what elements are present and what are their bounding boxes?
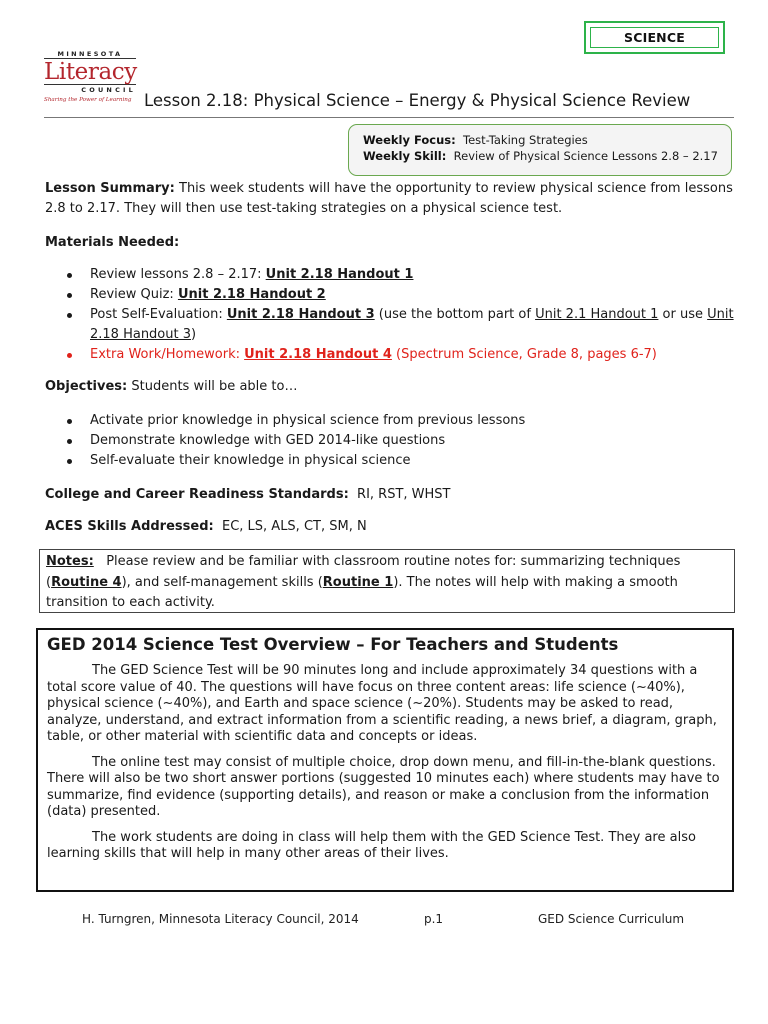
logo-top-word: MINNESOTA	[44, 50, 136, 59]
objectives-list	[45, 411, 735, 471]
objectives-label: Objectives:	[45, 379, 128, 394]
materials-item: Post Self-Evaluation: Unit 2.18 Handout 3 (use the bottom part of Unit 2.1 Handout 1 or use Unit 2.18 Handout 3)	[45, 305, 735, 345]
notes-label: Notes:	[46, 554, 94, 569]
objective-item: Activate prior knowledge in physical science from previous lessons	[45, 411, 735, 431]
lesson-title: Lesson 2.18: Physical Science – Energy & Physical Science Review	[144, 91, 691, 110]
objectives-intro: Students will be able to…	[131, 379, 298, 394]
objective-item: Demonstrate knowledge with GED 2014-like questions	[45, 431, 735, 451]
aces-label: ACES Skills Addressed:	[45, 519, 214, 534]
aces-skills	[45, 517, 735, 537]
ccr-label: College and Career Readiness Standards:	[45, 487, 349, 502]
materials-list	[45, 265, 735, 365]
footer-page-number: p.1	[424, 912, 444, 926]
logo-tagline: Sharing the Power of Learning	[44, 97, 132, 103]
aces-value: EC, LS, ALS, CT, SM, N	[221, 519, 367, 534]
footer-author: H. Turngren, Minnesota Literacy Council, 2014	[82, 912, 359, 926]
ged-paragraph-1: The GED Science Test will be 90 minutes long and include approximately 34 questions with a total score value of 40. The questions will have focus on three content areas: life science (~40%), physical science (~40%), and Earth and space science (~20%). Students may be asked to read, analyze, understand, and extract information from a scientific reading, a news brief, a diagram, graph, table, or other material with scientific data and concepts or ideas.	[47, 663, 717, 744]
ccr-standards	[45, 485, 735, 505]
materials-heading: Materials Needed:	[45, 235, 180, 250]
weekly-focus-row	[363, 132, 731, 148]
weekly-focus-label: Weekly Focus:	[363, 133, 456, 147]
subject-badge	[584, 21, 725, 54]
minnesota-literacy-council-logo	[44, 50, 138, 114]
unit-2-18-handout-3-alt-link[interactable]: Unit 2.18 Handout 3	[90, 307, 734, 342]
lesson-summary	[45, 179, 735, 219]
weekly-skill-row	[363, 148, 731, 164]
routine-4-link[interactable]: Routine 4	[51, 574, 122, 590]
ccr-value: RI, RST, WHST	[357, 487, 451, 502]
notes-box: Notes: Please review and be familiar with classroom routine notes for: summarizing techniques (Routine 4), and self-management skills (Routine 1). The notes will help with making a smooth transition to each activity.	[39, 549, 735, 613]
ged-overview-title: GED 2014 Science Test Overview – For Teachers and Students	[47, 635, 619, 654]
handout-1-link[interactable]: Unit 2.18 Handout 1	[265, 267, 414, 282]
materials-item: Review Quiz: Unit 2.18 Handout 2	[45, 285, 735, 305]
weekly-focus-box	[348, 124, 732, 176]
handout-3-link[interactable]: Unit 2.18 Handout 3	[226, 307, 375, 322]
ged-paragraph-2: The online test may consist of multiple choice, drop down menu, and fill-in-the-blank questions. There will also be two short answer portions (suggested 10 minutes each) where students may have to summarize, find evidence (supporting details), and reason or make a conclusion from the information (data) presented.	[47, 754, 720, 819]
materials-item-homework: Extra Work/Homework: Unit 2.18 Handout 4 (Spectrum Science, Grade 8, pages 6-7)	[45, 345, 735, 365]
lesson-summary-text: This week students will have the opportunity to review physical science from lessons 2.8 to 2.17. They will then use test-taking strategies on a physical science test.	[45, 181, 733, 216]
objective-item: Self-evaluate their knowledge in physical science	[45, 451, 735, 471]
logo-council-word: COUNCIL	[44, 84, 136, 94]
weekly-skill-label: Weekly Skill:	[363, 149, 447, 163]
ged-overview-box	[36, 628, 734, 892]
handout-4-link[interactable]: Unit 2.18 Handout 4	[244, 347, 392, 362]
weekly-focus-value: Test-Taking Strategies	[463, 133, 588, 147]
lesson-summary-label: Lesson Summary:	[45, 181, 175, 196]
subject-badge-label: SCIENCE	[590, 27, 719, 48]
footer-curriculum: GED Science Curriculum	[538, 912, 685, 926]
weekly-skill-value: Review of Physical Science Lessons 2.8 – 2.17	[453, 149, 718, 163]
title-divider	[44, 117, 734, 118]
ged-paragraph-3: The work students are doing in class will help them with the GED Science Test. They are also learning skills that will help in many other areas of their lives.	[47, 829, 696, 861]
unit-2-1-handout-1-link[interactable]: Unit 2.1 Handout 1	[535, 307, 659, 322]
logo-main-word: Literacy	[44, 59, 137, 85]
materials-item: Review lessons 2.8 – 2.17: Unit 2.18 Handout 1	[45, 265, 735, 285]
routine-1-link[interactable]: Routine 1	[322, 574, 394, 590]
handout-2-link[interactable]: Unit 2.18 Handout 2	[177, 287, 326, 302]
objectives-heading	[45, 377, 735, 397]
